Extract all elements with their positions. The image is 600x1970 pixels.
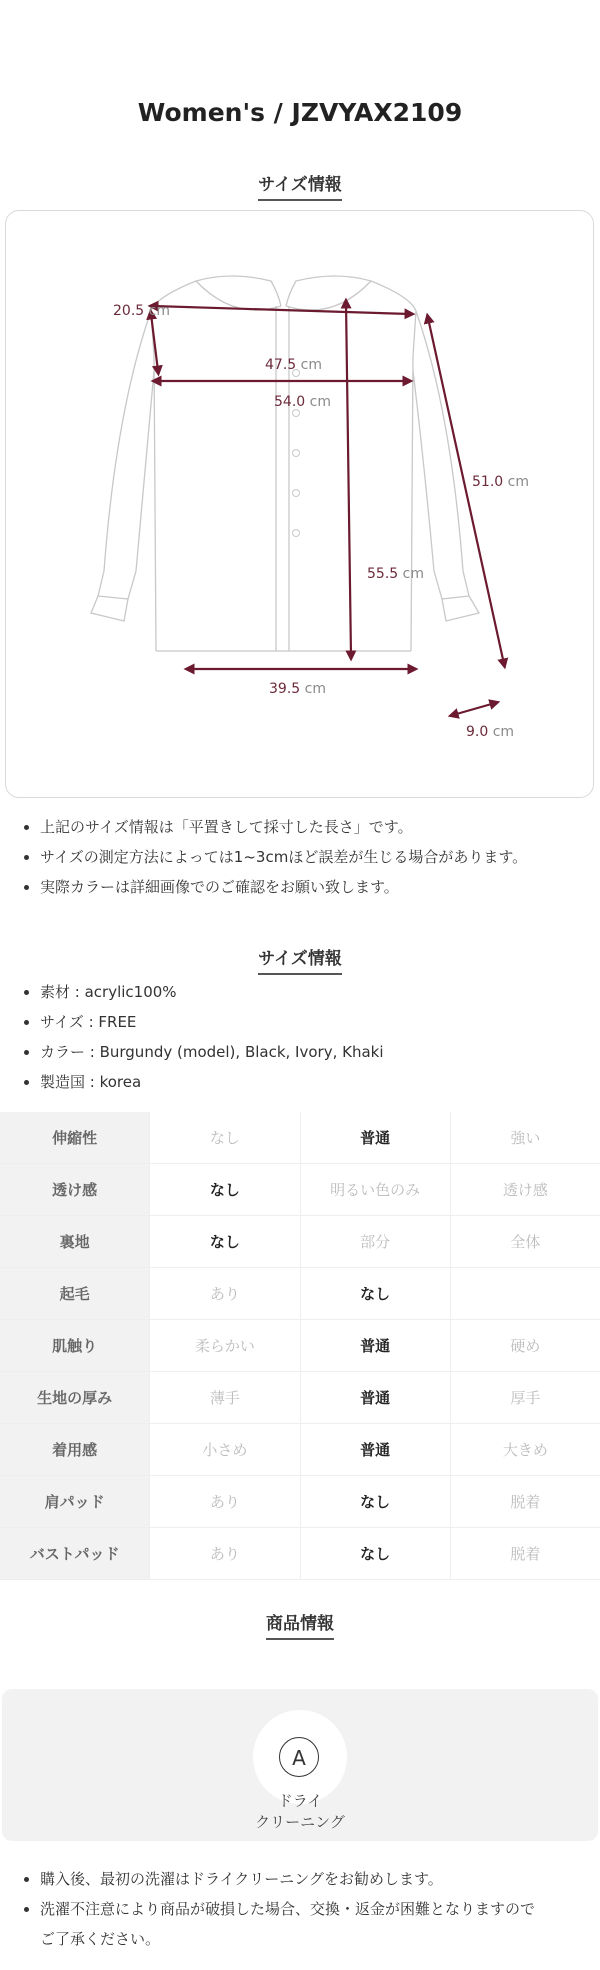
care-instructions-box [2,1689,598,1841]
property-option [450,1268,600,1320]
measure-cuff: 9.0 cm [466,724,515,740]
property-option-selected: なし [150,1216,300,1268]
spec-list [20,977,384,1097]
property-option: 明るい色のみ [300,1164,450,1216]
property-option: 透け感 [450,1164,600,1216]
property-option: あり [150,1528,300,1580]
property-label: 透け感 [0,1164,150,1216]
property-label: 肌触り [0,1320,150,1372]
list-item: ご了承ください。 [40,1930,161,1948]
property-option: あり [150,1476,300,1528]
measure-hem: 39.5 cm [269,681,326,697]
property-label: バストパッド [0,1528,150,1580]
measure-length: 55.5 cm [367,566,424,582]
property-option-selected: なし [300,1476,450,1528]
property-option-selected: なし [300,1268,450,1320]
property-option: 全体 [450,1216,600,1268]
property-label: 伸縮性 [0,1112,150,1164]
property-option: 大きめ [450,1424,600,1476]
property-option: 脱着 [450,1476,600,1528]
table-row [0,1320,600,1372]
property-label: 肩パッド [0,1476,150,1528]
measure-sleeve-length: 51.0 cm [472,474,529,490]
property-option: 柔らかい [150,1320,300,1372]
product-section-heading: 商品情報 [0,1609,600,1640]
page-title: Women's / JZVYAX2109 [137,98,463,127]
table-row [0,1476,600,1528]
list-item: • サイズの測定方法によっては1~3cmほど誤差が生じる場合があります。 [40,842,527,872]
property-label: 裏地 [0,1216,150,1268]
property-option: あり [150,1268,300,1320]
spec-color: • カラー : Burgundy (model), Black, Ivory, Khaki [40,1037,384,1067]
cardigan-illustration [6,211,593,797]
property-option: 強い [450,1112,600,1164]
cardigan-outline [91,276,479,651]
size-section-heading: サイズ情報 [0,170,600,201]
property-option-selected: 普通 [300,1424,450,1476]
property-option: 脱着 [450,1528,600,1580]
property-option: 部分 [300,1216,450,1268]
property-option: 薄手 [150,1372,300,1424]
property-option-selected: 普通 [300,1112,450,1164]
property-option: なし [150,1112,300,1164]
table-row [0,1424,600,1476]
table-row [0,1216,600,1268]
property-option-selected: 普通 [300,1320,450,1372]
property-option: 小さめ [150,1424,300,1476]
list-item: • 洗濯不注意により商品が破損した場合、交換・返金が困難となりますので [40,1894,535,1924]
property-option-selected: なし [300,1528,450,1580]
property-option-selected: 普通 [300,1372,450,1424]
table-row [0,1268,600,1320]
dry-clean-icon: A [279,1737,319,1777]
care-label: ドライ クリーニング [255,1792,345,1831]
list-item: • 上記のサイズ情報は「平置きして採寸した長さ」です。 [40,812,527,842]
table-row [0,1164,600,1216]
fabric-properties-table [0,1112,600,1580]
product-notes [20,1864,535,1954]
care-icon-circle [253,1710,347,1804]
measure-shoulder: 47.5 cm [265,357,322,373]
spec-section-heading: サイズ情報 [0,944,600,975]
property-option: 厚手 [450,1372,600,1424]
property-option: 硬め [450,1320,600,1372]
spec-size: • サイズ : FREE [40,1007,384,1037]
measure-lines [151,303,504,715]
size-diagram [5,210,594,798]
table-row [0,1528,600,1580]
list-item: • 購入後、最初の洗濯はドライクリーニングをお勧めします。 [40,1864,535,1894]
measure-chest: 54.0 cm [274,394,331,410]
property-label: 生地の厚み [0,1372,150,1424]
property-option-selected: なし [150,1164,300,1216]
table-row [0,1372,600,1424]
size-notes [20,812,527,902]
spec-origin: • 製造国 : korea [40,1067,384,1097]
property-label: 起毛 [0,1268,150,1320]
measure-sleeve-top: 20.5 cm [113,303,170,319]
table-row [0,1112,600,1164]
property-label: 着用感 [0,1424,150,1476]
spec-material: • 素材 : acrylic100% [40,977,384,1007]
list-item: • 実際カラーは詳細画像でのご確認をお願い致します。 [40,872,527,902]
